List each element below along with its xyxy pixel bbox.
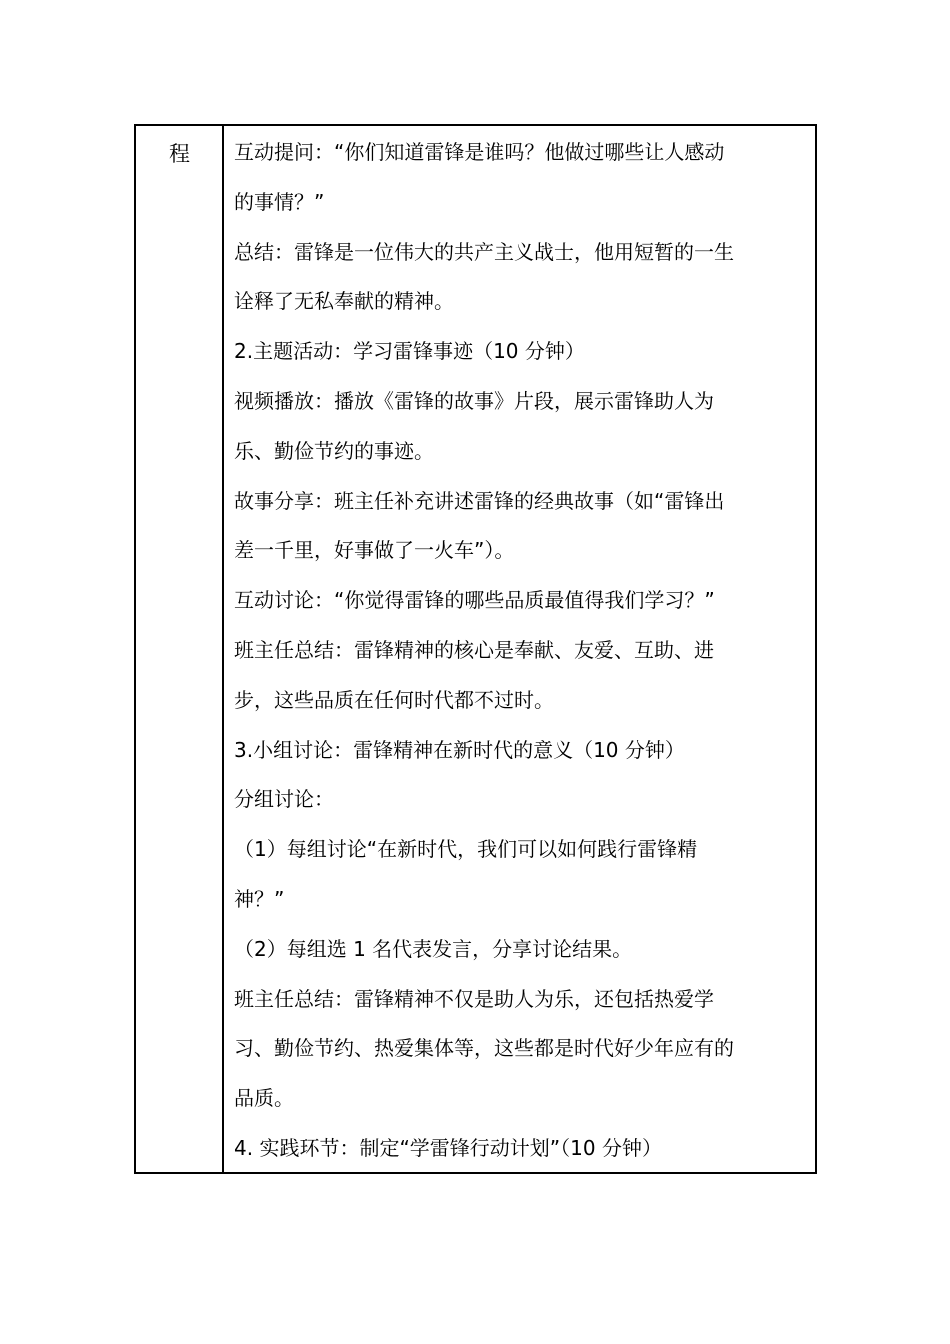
- content-line: 故事分享：班主任补充讲述雷锋的经典故事（如“雷锋出: [234, 488, 725, 513]
- content-line: 乐、勤俭节约的事迹。: [234, 438, 434, 463]
- lesson-plan-table: [134, 124, 817, 1174]
- content-line: 神？”: [234, 886, 285, 911]
- content-line: 班主任总结：雷锋精神不仅是助人为乐，还包括热爱学: [234, 986, 714, 1011]
- content-line: 互动讨论：“你觉得雷锋的哪些品质最值得我们学习？”: [234, 588, 715, 613]
- content-line: 品质。: [234, 1086, 294, 1111]
- row-label: 程: [169, 142, 190, 166]
- content-line: 差一千里，好事做了一火车”）。: [234, 538, 515, 563]
- section-heading: 3.小组讨论：雷锋精神在新时代的意义（10 分钟）: [234, 737, 685, 762]
- content-cell: [224, 126, 815, 1172]
- content-line: 分组讨论：: [234, 787, 334, 812]
- section-heading: 2.主题活动：学习雷锋事迹（10 分钟）: [234, 339, 585, 364]
- row-label-cell: [136, 126, 224, 1172]
- content-line: 班主任总结：雷锋精神的核心是奉献、友爱、互助、进: [234, 637, 714, 662]
- content-line: 视频播放：播放《雷锋的故事》片段，展示雷锋助人为: [234, 388, 714, 413]
- content-line: 总结：雷锋是一位伟大的共产主义战士，他用短暂的一生: [234, 239, 734, 264]
- content-line: 互动提问：“你们知道雷锋是谁吗？他做过哪些让人感动: [234, 140, 725, 164]
- content-line: （2）每组选 1 名代表发言，分享讨论结果。: [234, 936, 633, 961]
- content-line: 的事情？”: [234, 189, 325, 214]
- content-line: 诠释了无私奉献的精神。: [234, 289, 454, 314]
- content-line: （1）每组讨论“在新时代，我们可以如何践行雷锋精: [234, 837, 698, 862]
- content-line: 步，这些品质在任何时代都不过时。: [234, 687, 554, 712]
- content-line: 习、勤俭节约、热爱集体等，这些都是时代好少年应有的: [234, 1036, 734, 1061]
- section-heading: 4. 实践环节：制定“学雷锋行动计划”（10 分钟）: [234, 1135, 662, 1160]
